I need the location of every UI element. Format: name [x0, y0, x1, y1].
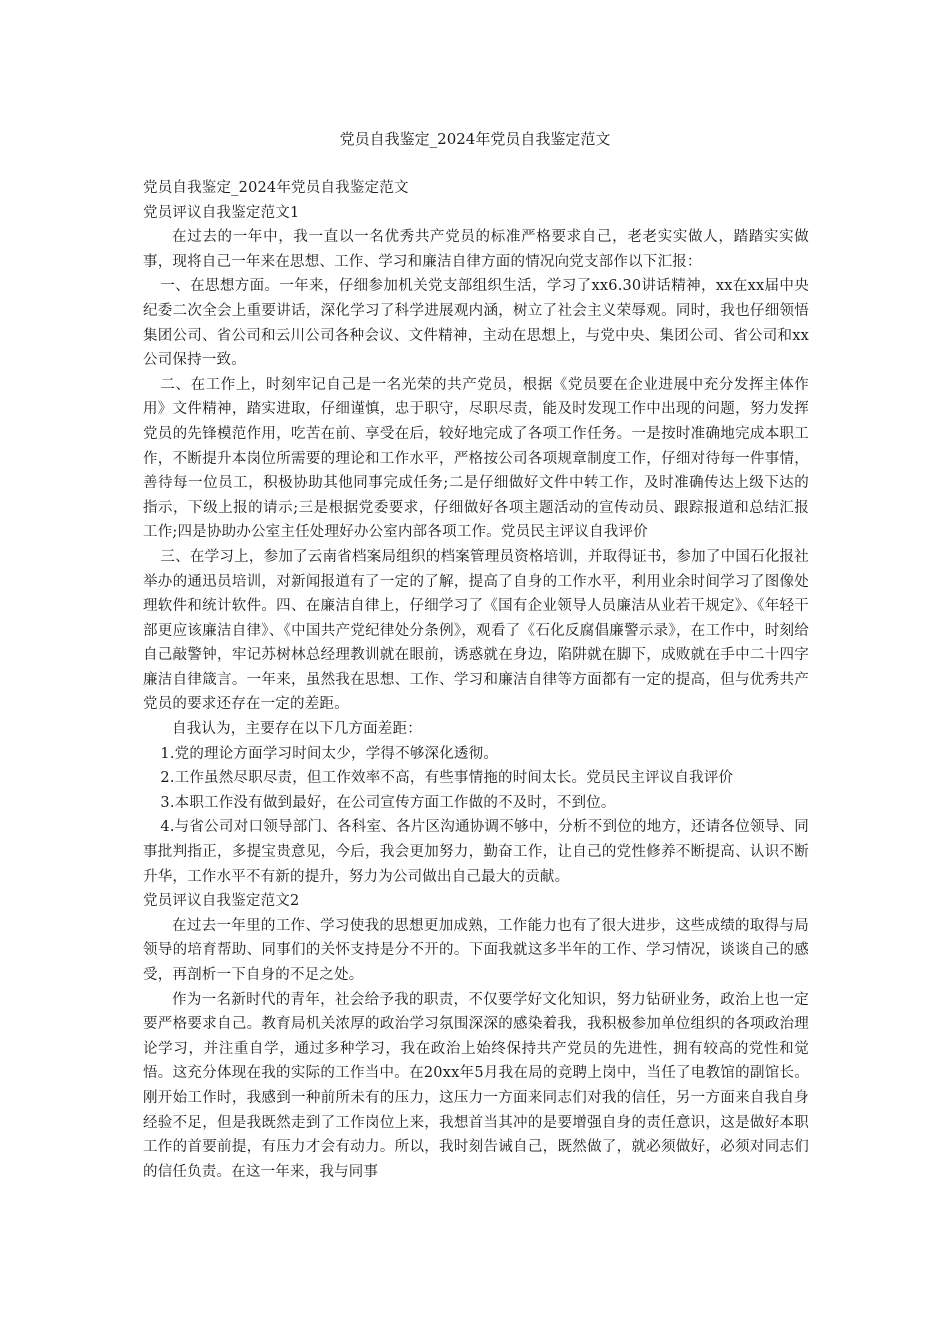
paragraph-sample2-intro: 在过去一年里的工作、学习使我的思想更加成熟，工作能力也有了很大进步，这些成绩的取得与局领导的培育帮助、同事们的关怀支持是分不开的。下面我就这多半年的工作、学习情况，谈谈自己的感受，再剖析一下自身的不足之处。 — [143, 917, 809, 983]
subtitle: 党员自我鉴定_2024年党员自我鉴定范文 — [143, 180, 409, 196]
paragraph-sample2-body: 作为一名新时代的青年，社会给予我的职责，不仅要学好文化知识，努力钻研业务，政治上也一定要严格要求自己。教育局机关浓厚的政治学习氛围深深的感染着我，我积极参加单位组织的各项政治理论学习，并注重自学，通过多种学习，我在政治上始终保持共产党员的先进性，拥有较高的党性和觉悟。这充分体现在我的实际的工作当中。在20xx年5月我在局的竞聘上岗中，当任了电教馆的副馆长。刚开始工作时，我感到一种前所未有的压力，这压力一方面来同志们对我的信任，另一方面来自我自身经验不足，但是我既然走到了工作岗位上来，我想首当其冲的是要增强自身的责任意识，这是做好本职工作的首要前提，有压力才会有动力。所以，我时刻告诫自己，既然做了，就必须做好，必须对同志们的信任负责。在这一年来，我与同事 — [143, 991, 809, 1180]
section-heading-1: 党员评议自我鉴定范文1 — [143, 204, 300, 221]
document-body — [143, 176, 809, 1184]
section-heading-2: 党员评议自我鉴定范文2 — [143, 893, 300, 910]
paragraph-thought: 一、在思想方面。一年来，仔细参加机关党支部组织生活，学习了xx6.30讲话精神，xx在xx届中央纪委二次全会上重要讲话，深化学习了科学进展观内涵，树立了社会主义荣辱观。同时，我也仔细领悟集团公司、省公司和云川公司各种会议、文件精神，主动在思想上，与党中央、集团公司、省公司和xx公司保持一致。 — [143, 278, 809, 369]
list-item-gap-4: 4.与省公司对口领导部门、各科室、各片区沟通协调不够中，分析不到位的地方，还请各位领导、同事批判指正，多提宝贵意见，今后，我会更加努力，勤奋工作，让自己的党性修养不断提高、认识不断升华，工作水平不有新的提升，努力为公司做出自己最大的贡献。 — [143, 819, 809, 885]
paragraph-study: 三、在学习上，参加了云南省档案局组织的档案管理员资格培训，并取得证书，参加了中国石化报社举办的通迅员培训，对新闻报道有了一定的了解，提高了自身的工作水平，利用业余时间学习了图像处理软件和统计软件。四、在廉洁自律上，仔细学习了《国有企业领导人员廉洁从业若干规定》、《年轻干部更应该廉洁自律》、《中国共产党纪律处分条例》，观看了《石化反腐倡廉警示录》，在工作中，时刻给自己敲警钟，牢记苏树林总经理教训就在眼前，诱惑就在身边，陷阱就在脚下，成败就在手中二十四字廉洁自律箴言。一年来，虽然我在思想、工作、学习和廉洁自律等方面都有一定的提高，但与优秀共产党员的要求还存在一定的差距。 — [143, 548, 809, 713]
paragraph-intro: 在过去的一年中，我一直以一名优秀共产党员的标准严格要求自己，老老实实做人，踏踏实实做事，现将自己一年来在思想、工作、学习和廉洁自律方面的情况向党支部作以下汇报： — [143, 229, 809, 270]
list-item-gap-3: 3.本职工作没有做到最好，在公司宣传方面工作做的不及时，不到位。 — [160, 794, 616, 811]
list-item-gap-1: 1.党的理论方面学习时间太少，学得不够深化透彻。 — [160, 745, 499, 762]
document-title: 党员自我鉴定_2024年党员自我鉴定范文 — [339, 130, 611, 148]
paragraph-work: 二、在工作上，时刻牢记自己是一名光荣的共产党员，根据《党员要在企业进展中充分发挥主体作用》文件精神，踏实进取，仔细谨慎，忠于职守，尽职尽责，能及时发现工作中出现的问题，努力发挥党员的先锋模范作用，吃苦在前、享受在后，较好地完成了各项工作任务。一是按时准确地完成本职工作，不断提升本岗位所需要的理论和工作水平，严格按公司各项规章制度工作，仔细对待每一件事情，善待每一位员工，积极协助其他同事完成任务;二是仔细做好文件中转工作，及时准确传达上级下达的指示，下级上报的请示;三是根据党委要求，仔细做好各项主题活动的宣传动员、跟踪报道和总结汇报工作;四是协助办公室主任处理好办公室内部各项工作。党员民主评议自我评价 — [143, 376, 809, 541]
paragraph-gaps-intro: 自我认为，主要存在以下几方面差距： — [172, 721, 422, 738]
list-item-gap-2: 2.工作虽然尽职尽责，但工作效率不高，有些事情拖的时间太长。党员民主评议自我评价 — [160, 770, 734, 787]
